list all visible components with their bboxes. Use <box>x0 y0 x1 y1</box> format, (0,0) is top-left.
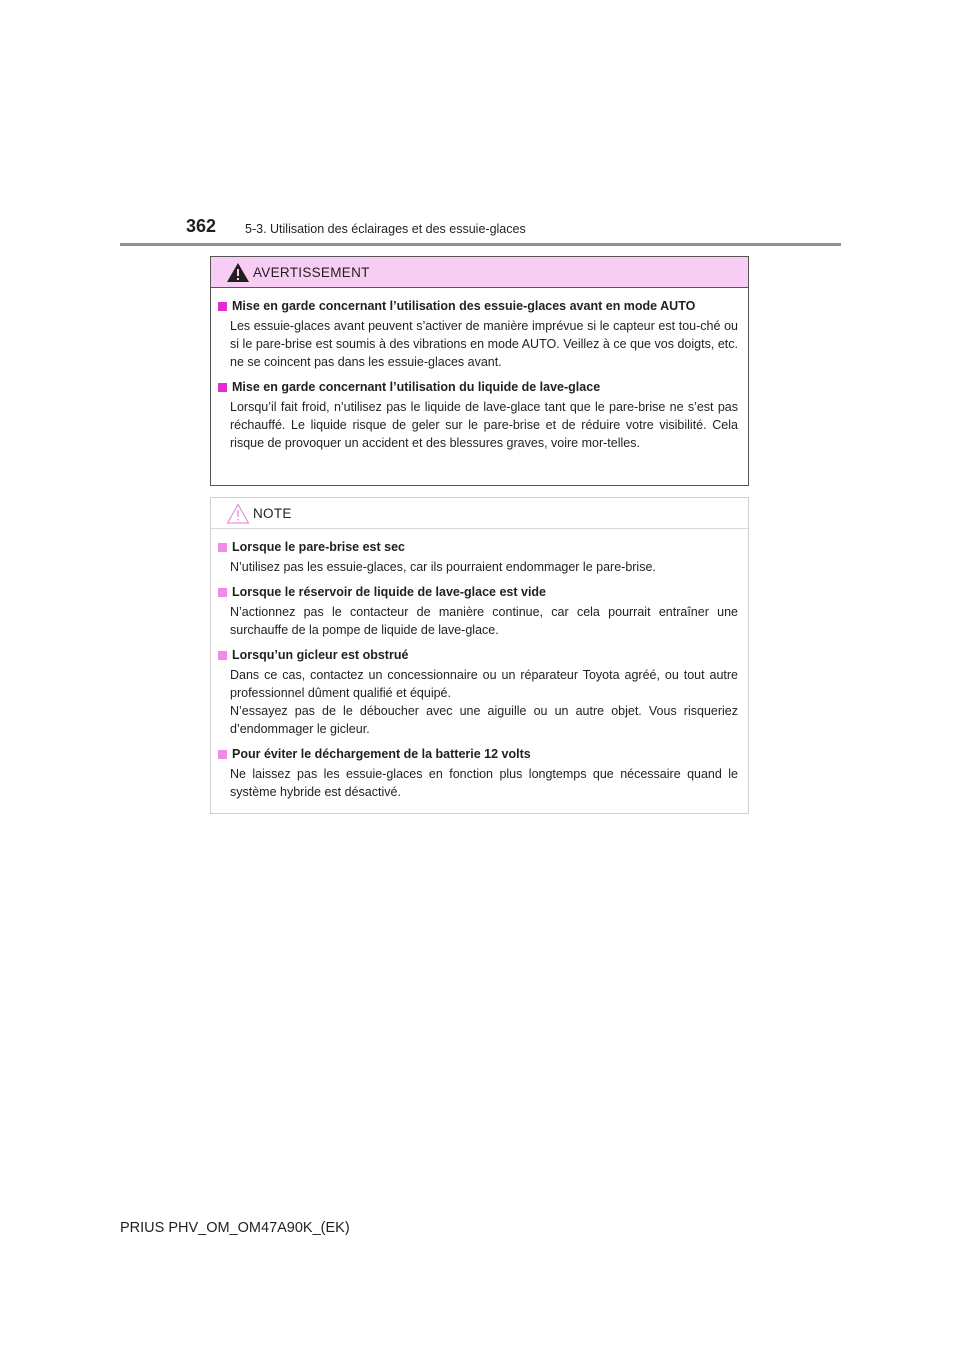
note-item-text: Dans ce cas, contactez un concessionnaire ou un réparateur Toyota agréé, ou tout autre professionnel dûment qualifié et équipé. N’essayez pas de le déboucher avec une aiguille ou un autre objet. Vous risqueriez d’endommager le gicleur. <box>230 668 738 736</box>
warning-box <box>210 256 749 486</box>
warning-body <box>211 288 748 452</box>
note-item-text: N’utilisez pas les essuie-glaces, car ils pourraient endommager le pare-brise. <box>230 560 656 574</box>
note-label: NOTE <box>253 506 292 521</box>
page-number: 362 <box>186 216 217 236</box>
note-item-text: N’actionnez pas le contacteur de manière continue, car cela pourrait entraîner une surchauffe de la pompe de liquide de lave-glace. <box>230 605 738 637</box>
note-box <box>210 497 749 814</box>
warning-header <box>211 257 748 288</box>
warning-label: AVERTISSEMENT <box>253 265 370 280</box>
note-item-title: Lorsque le pare-brise est sec <box>232 540 405 554</box>
note-item <box>218 745 738 801</box>
note-item <box>218 538 738 576</box>
warning-item <box>218 297 738 371</box>
note-body <box>211 529 748 801</box>
note-item-title: Lorsque le réservoir de liquide de lave-glace est vide <box>232 585 547 599</box>
square-bullet-icon <box>218 588 227 597</box>
note-item-title: Lorsqu’un gicleur est obstrué <box>232 648 409 662</box>
note-item-title: Pour éviter le déchargement de la batterie 12 volts <box>232 747 531 761</box>
warning-item-title: Mise en garde concernant l’utilisation des essuie-glaces avant en mode AUTO <box>232 299 696 313</box>
note-item <box>218 583 738 639</box>
square-bullet-icon <box>218 302 227 311</box>
warning-item-text: Les essuie-glaces avant peuvent s’activer de manière imprévue si le capteur est tou-ché ou si le pare-brise est soumis à des vibrations en mode AUTO. Veillez à ce que vos doigts, etc. ne se coincent pas dans les essuie-glaces avant. <box>230 319 738 369</box>
square-bullet-icon <box>218 543 227 552</box>
header-divider <box>120 243 841 246</box>
footer-doc-id: PRIUS PHV_OM_OM47A90K_(EK) <box>120 1220 350 1236</box>
warning-item-title: Mise en garde concernant l’utilisation du liquide de lave-glace <box>232 380 601 394</box>
warning-item <box>218 378 738 452</box>
square-bullet-icon <box>218 750 227 759</box>
caution-triangle-icon <box>226 503 250 524</box>
warning-triangle-icon <box>226 262 250 283</box>
square-bullet-icon <box>218 383 227 392</box>
section-title: 5-3. Utilisation des éclairages et des essuie-glaces <box>245 222 526 236</box>
square-bullet-icon <box>218 651 227 660</box>
note-item-text: Ne laissez pas les essuie-glaces en fonction plus longtemps que nécessaire quand le système hybride est désactivé. <box>230 767 738 799</box>
note-item <box>218 646 738 738</box>
warning-item-text: Lorsqu’il fait froid, n’utilisez pas le liquide de lave-glace tant que le pare-brise ne s’est pas réchauffé. Le liquide risque de geler sur le pare-brise et de réduire votre visibilité. Cela risque de provoquer un accident et des blessures graves, voire mor-telles. <box>230 400 738 450</box>
note-header <box>211 498 748 529</box>
